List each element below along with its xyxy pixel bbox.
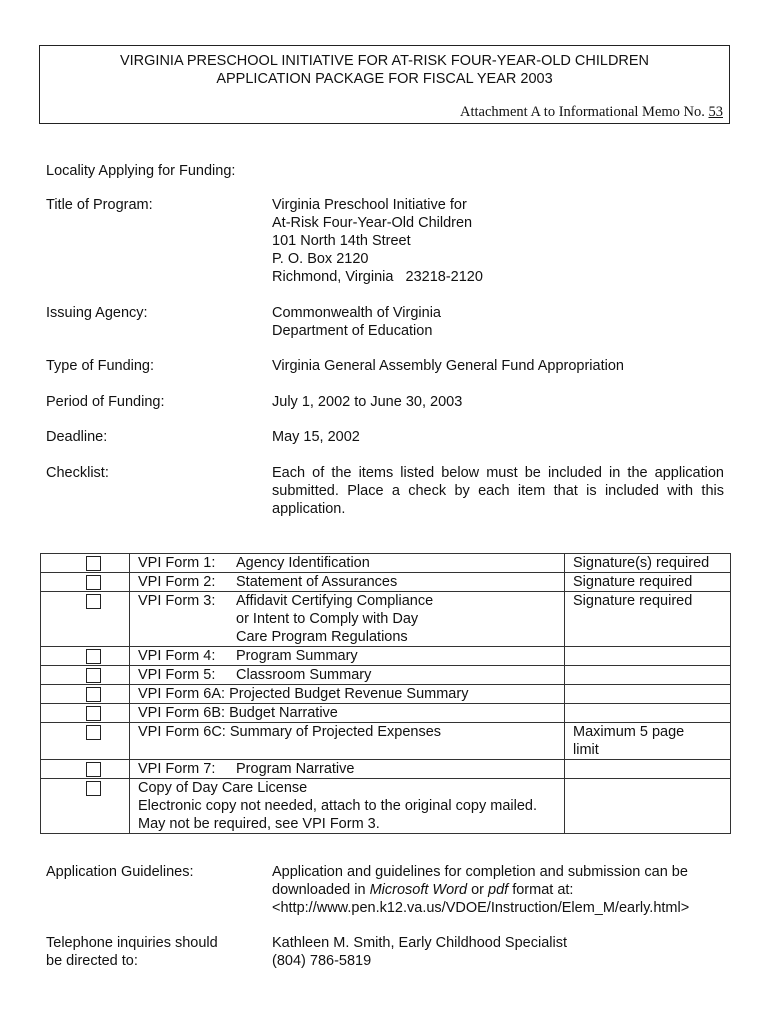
form-name: Affidavit Certifying Compliance bbox=[236, 593, 434, 609]
table-row bbox=[41, 592, 731, 647]
deadline-value: May 15, 2002 bbox=[272, 429, 360, 445]
form-name: Summary of Projected Expenses bbox=[229, 724, 442, 740]
address-line: P. O. Box 2120 bbox=[272, 251, 369, 267]
form-number: VPI Form 5: bbox=[138, 667, 216, 683]
title-line-1: VIRGINIA PRESCHOOL INITIATIVE FOR AT-RISK FOUR-YEAR-OLD CHILDREN bbox=[119, 53, 650, 69]
locality-label: Locality Applying for Funding: bbox=[46, 163, 236, 179]
form-number: VPI Form 6B: bbox=[138, 705, 226, 721]
table-row bbox=[41, 647, 731, 666]
document-header bbox=[39, 45, 730, 124]
checkbox[interactable] bbox=[86, 725, 101, 740]
form-note: Signature required bbox=[565, 573, 731, 592]
memo-number: 53 bbox=[708, 104, 723, 120]
form-name: or Intent to Comply with Day bbox=[236, 611, 419, 627]
form-note: Maximum 5 page limit bbox=[565, 723, 731, 760]
table-row bbox=[41, 704, 731, 723]
table-row bbox=[41, 666, 731, 685]
checkbox[interactable] bbox=[86, 594, 101, 609]
header-title bbox=[40, 52, 729, 88]
title-label: Title of Program: bbox=[46, 197, 153, 213]
guidelines-label: Application Guidelines: bbox=[46, 864, 194, 880]
form-name: Program Narrative bbox=[236, 761, 355, 777]
agency-label: Issuing Agency: bbox=[46, 305, 148, 321]
table-row bbox=[41, 573, 731, 592]
form-name: Statement of Assurances bbox=[236, 574, 398, 590]
deadline-label: Deadline: bbox=[46, 429, 108, 445]
telephone-label: Telephone inquiries should bbox=[46, 935, 218, 951]
guidelines-text: format at: bbox=[508, 882, 574, 898]
title-line-2: APPLICATION PACKAGE FOR FISCAL YEAR 2003 bbox=[216, 71, 553, 87]
table-row bbox=[41, 554, 731, 573]
contact-name: Kathleen M. Smith, Early Childhood Specialist bbox=[272, 935, 567, 951]
form-note: Signature(s) required bbox=[565, 554, 731, 573]
table-row bbox=[41, 779, 731, 834]
title-value bbox=[272, 196, 724, 286]
guidelines-text: Application and guidelines for completion and submission can be downloaded in bbox=[272, 864, 688, 898]
form-number: VPI Form 4: bbox=[138, 648, 216, 664]
license-note: Electronic copy not needed, attach to the original copy mailed. bbox=[138, 798, 537, 814]
type-label: Type of Funding: bbox=[46, 358, 155, 374]
guidelines-value bbox=[272, 863, 724, 917]
checkbox[interactable] bbox=[86, 706, 101, 721]
period-label: Period of Funding: bbox=[46, 394, 165, 410]
form-name: Program Summary bbox=[236, 648, 358, 664]
agency-line: Department of Education bbox=[272, 323, 433, 339]
form-number: VPI Form 3: bbox=[138, 593, 216, 609]
form-name: Agency Identification bbox=[236, 555, 370, 571]
form-number: VPI Form 6A: bbox=[138, 686, 226, 702]
telephone-label: be directed to: bbox=[46, 953, 138, 969]
form-name: Projected Budget Revenue Summary bbox=[229, 686, 469, 702]
license-note: May not be required, see VPI Form 3. bbox=[138, 816, 380, 832]
checkbox[interactable] bbox=[86, 575, 101, 590]
checklist-table bbox=[40, 553, 731, 834]
table-row bbox=[41, 723, 731, 760]
format-pdf: pdf bbox=[488, 882, 509, 898]
checkbox[interactable] bbox=[86, 687, 101, 702]
form-number: VPI Form 6C: bbox=[138, 724, 226, 740]
title-line: At-Risk Four-Year-Old Children bbox=[272, 215, 473, 231]
checkbox[interactable] bbox=[86, 668, 101, 683]
checklist-value: Each of the items listed below must be included in the application submitted. Place a check by each item that is included with this application. bbox=[272, 465, 724, 517]
address-line: 101 North 14th Street bbox=[272, 233, 411, 249]
checklist-label: Checklist: bbox=[46, 465, 109, 481]
table-row bbox=[41, 685, 731, 704]
period-value: July 1, 2002 to June 30, 2003 bbox=[272, 394, 463, 410]
form-number: VPI Form 2: bbox=[138, 574, 216, 590]
checkbox[interactable] bbox=[86, 762, 101, 777]
form-note: Signature required bbox=[565, 592, 731, 647]
license-item: Copy of Day Care License bbox=[138, 780, 308, 796]
type-value: Virginia General Assembly General Fund Appropriation bbox=[272, 358, 624, 374]
form-number: VPI Form 1: bbox=[138, 555, 216, 571]
title-line: Virginia Preschool Initiative for bbox=[272, 197, 467, 213]
agency-line: Commonwealth of Virginia bbox=[272, 305, 441, 321]
checkbox[interactable] bbox=[86, 649, 101, 664]
contact-phone: (804) 786-5819 bbox=[272, 953, 372, 969]
checkbox[interactable] bbox=[86, 781, 101, 796]
address-line: Richmond, Virginia 23218-2120 bbox=[272, 269, 483, 285]
checkbox[interactable] bbox=[86, 556, 101, 571]
guidelines-url[interactable]: <http://www.pen.k12.va.us/VDOE/Instruction/Elem_M/early.html> bbox=[272, 900, 690, 916]
form-number: VPI Form 7: bbox=[138, 761, 216, 777]
table-row bbox=[41, 760, 731, 779]
guidelines-text: or bbox=[467, 882, 489, 898]
attachment-note bbox=[460, 103, 723, 121]
form-name: Care Program Regulations bbox=[236, 629, 408, 645]
format-word: Microsoft Word bbox=[369, 882, 468, 898]
attachment-prefix: Attachment A to Informational Memo No. bbox=[460, 104, 709, 120]
form-name: Budget Narrative bbox=[229, 705, 338, 721]
form-name: Classroom Summary bbox=[236, 667, 372, 683]
